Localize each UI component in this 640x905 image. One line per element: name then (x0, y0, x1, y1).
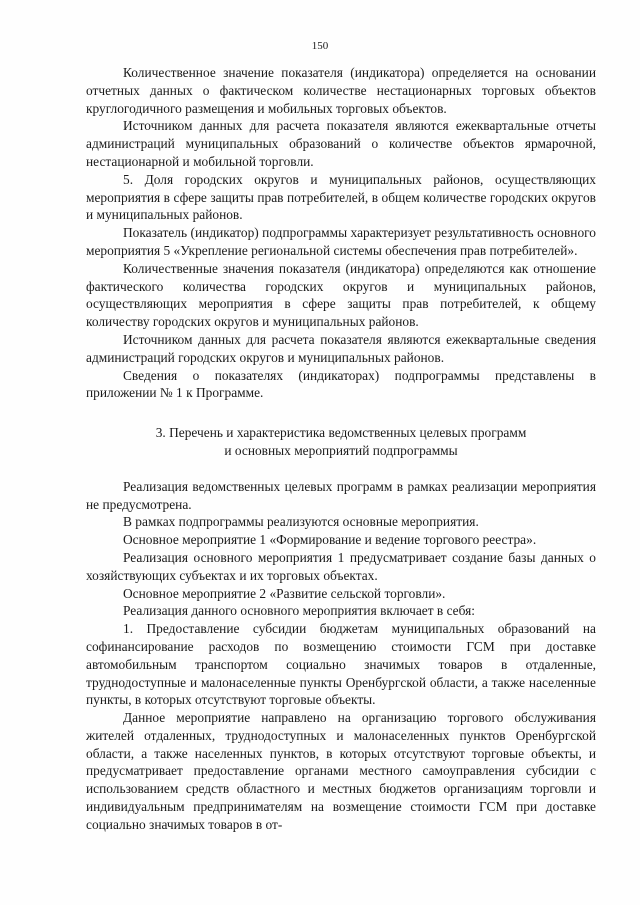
section-heading-line: 3. Перечень и характеристика ведомственных целевых программ (155, 425, 527, 441)
paragraph: Количественные значения показателя (индикатора) определяются как отношение фактического количества городских округов и муниципальных районов, осуществляющих мероприятия в сфере защиты прав потребителей, к общему количеству городских округов и муниципальных районов. (86, 260, 596, 330)
document-body (86, 64, 596, 834)
paragraph: Реализация ведомственных целевых программ в рамках реализации мероприятия не предусмотрена. (86, 478, 596, 512)
paragraph: Данное мероприятие направлено на организацию торгового обслуживания жителей отдаленных, труднодоступных и малонаселенных пунктов Оренбургской области, а также населенных пунктов, в которых отсутствуют торговые объекты, и предусматривает предоставление органами местного самоуправления субсидии с использованием средств областного и местных бюджетов организациям торговли и индивидуальным предпринимателям на возмещение стоимости ГСМ при доставке социально значимых товаров в от- (86, 710, 596, 832)
paragraph: Источником данных для расчета показателя являются ежеквартальные сведения администраций городских округов и муниципальных районов. (86, 331, 596, 365)
paragraph: Показатель (индикатор) подпрограммы характеризует результативность основного мероприятия 5 «Укрепление региональной системы обеспечения прав потребителей». (86, 225, 596, 258)
paragraph: Основное мероприятие 2 «Развитие сельской торговли». (123, 585, 446, 601)
paragraph: В рамках подпрограммы реализуются основные мероприятия. (123, 514, 479, 530)
page-number: 150 (311, 40, 329, 52)
paragraph: 5. Доля городских округов и муниципальных районов, осуществляющих мероприятия в сфере защиты прав потребителей, в общем количестве городских округов и муниципальных районов. (86, 171, 596, 223)
paragraph: 1. Предоставление субсидии бюджетам муниципальных образований на софинансирование расходов по возмещению стоимости ГСМ при доставке автомобильным транспортом социально значимых товаров в отдаленные, труднодоступные и малонаселенные пункты Оренбургской области, а также населенные пункты, в которых отсутствуют торговые объекты. (86, 621, 596, 708)
section-heading-line: и основных мероприятий подпрограммы (224, 442, 458, 458)
paragraph: Основное мероприятие 1 «Формирование и ведение торгового реестра». (123, 532, 537, 548)
paragraph: Реализация основного мероприятия 1 предусматривает создание базы данных о хозяйствующих субъектах и их торговых объектах. (86, 549, 596, 583)
section-heading (86, 424, 596, 460)
paragraph: Сведения о показателях (индикаторах) подпрограммы представлены в приложении № 1 к Программе. (86, 367, 596, 401)
paragraph: Реализация данного основного мероприятия включает в себя: (123, 603, 475, 619)
paragraph: Количественное значение показателя (индикатора) определяется на основании отчетных данных о фактическом количестве нестационарных торговых объектов круглогодичного размещения и мобильных торговых объектов. (86, 65, 596, 116)
paragraph: Источником данных для расчета показателя являются ежеквартальные отчеты администраций муниципальных образований о количестве объектов ярмарочной, нестационарной и мобильной торговли. (86, 118, 596, 169)
